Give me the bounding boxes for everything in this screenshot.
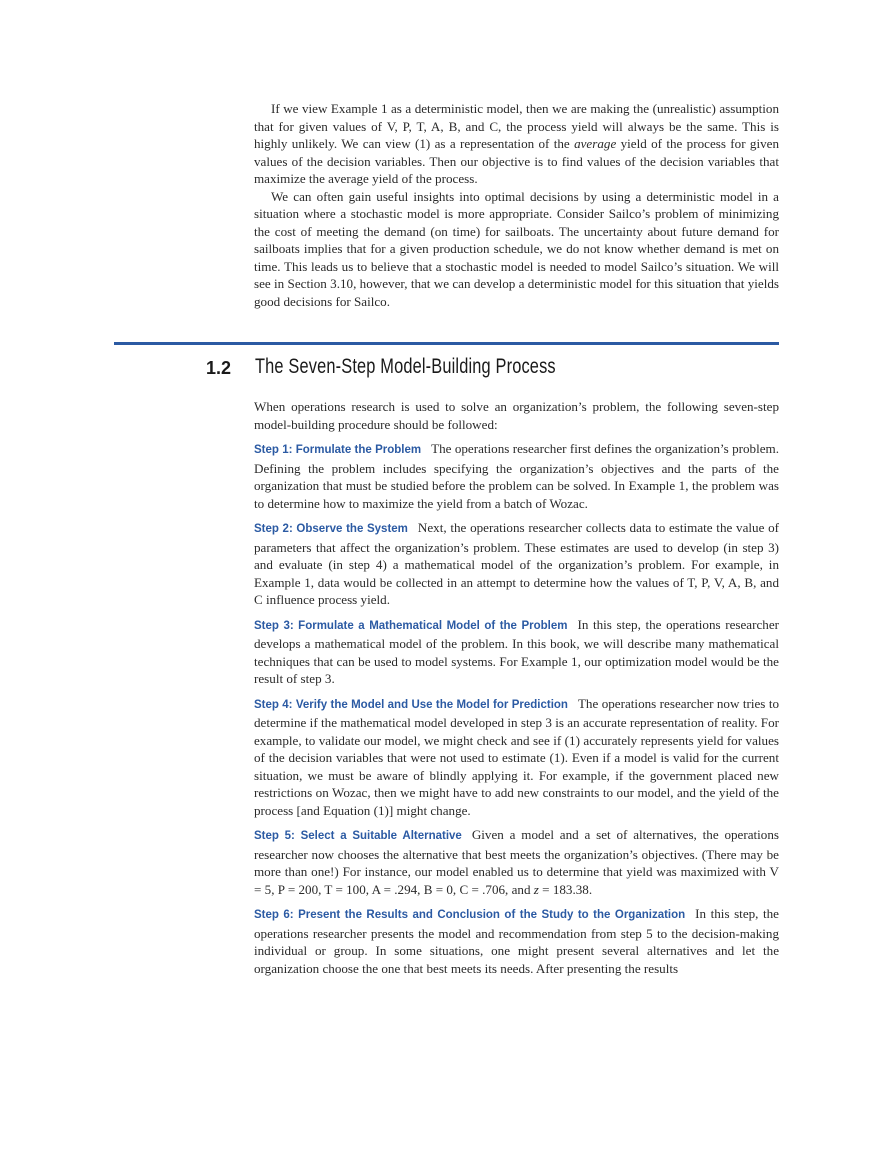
step-4-label: Step 4: Verify the Model and Use the Model for Prediction <box>254 698 568 711</box>
intro-paragraph-1-part-b: yield of the process for given values of the decision variables. Then our objective is to find values of the decision variables that maximize the average yield of the process. <box>254 136 779 186</box>
step-4-text: The operations researcher now tries to determine if the mathematical model developed in step 3 is an accurate representation of reality. For example, to validate our model, we might check and see if (1) accurately represents yield for values of the decision variables that were not used to estimate (1). Even if a model is valid for the current situation, we must be aware of blindly applying it. For example, if the government placed new restrictions on Wozac, then we might have to add new constraints to our model, and the yield of the process [and Equation (1)] might change. <box>254 695 779 818</box>
step-3 <box>254 616 779 688</box>
step-5-text: Given a model and a set of alternatives, the operations researcher now chooses the alternative that best meets the organization’s objectives. (There may be more than one!) For instance, our model enabled us to determine that yield was maximized with V = 5, P = 200, T = 100, A = .294, B = 0, C = .706, and <box>254 827 779 897</box>
step-2-text: Next, the operations researcher collects data to estimate the value of parameters that affect the organization’s problem. These estimates are used to develop (in step 3) and evaluate (in step 4) a mathematical model of the organization’s problem. For example, in Example 1, data would be collected in an attempt to determine how the values of T, P, V, A, B, and C influence process yield. <box>254 520 779 607</box>
step-5-label: Step 5: Select a Suitable Alternative <box>254 830 462 842</box>
intro-text <box>254 100 779 310</box>
step-6-text: In this step, the operations researcher presents the model and recommendation from step 5 to the decision-making individual or group. In some situations, one might present several alternatives and let the organization choose the one that best meets its needs. After presenting the results <box>254 906 779 976</box>
intro-paragraph-2: We can often gain useful insights into optimal decisions by using a deterministic model in a situation where a stochastic model is more appropriate. Consider Sailco’s problem of minimizing the cost of meeting the demand (on time) for sailboats. The uncertainty about future demand for sailboats implies that for a given production schedule, we do not know whether demand is met on time. This leads us to believe that a stochastic model is needed to model Sailco’s situation. We will see in Section 3.10, however, that we can develop a deterministic model for this situation that yields good decisions for Sailco. <box>254 188 779 309</box>
step-6 <box>254 905 779 977</box>
step-3-text: In this step, the operations researcher develops a mathematical model of the problem. In this book, we will describe many mathematical techniques that can be used to model systems. For Example 1, our optimization model would be the result of step 3. <box>254 616 779 686</box>
step-5 <box>254 826 779 898</box>
step-5-variable-z: z <box>533 881 539 897</box>
section-body <box>254 398 779 977</box>
step-1-text: The operations researcher first defines the organization’s problem. Defining the problem includes specifying the organization’s objectives and the parts of the organization that must be studied before the problem can be solved. In Example 1, the problem was to determine how to maximize the yield from a batch of Wozac. <box>254 441 780 511</box>
step-2 <box>254 519 779 609</box>
section-number: 1.2 <box>206 358 232 378</box>
section-title: The Seven-Step Model-Building Process <box>255 355 556 378</box>
intro-paragraph-1 <box>254 100 779 188</box>
intro-emphasis-average: average <box>574 136 617 151</box>
section-divider <box>114 342 779 345</box>
step-1 <box>254 440 779 512</box>
step-5-tail: = 183.38. <box>538 881 593 897</box>
step-6-label: Step 6: Present the Results and Conclusion of the Study to the Organization <box>254 909 686 921</box>
step-3-label: Step 3: Formulate a Mathematical Model of the Problem <box>254 619 568 632</box>
section-lead: When operations research is used to solve an organization’s problem, the following seven-step model-building procedure should be followed: <box>254 399 779 432</box>
step-1-label: Step 1: Formulate the Problem <box>254 444 422 456</box>
step-4 <box>254 695 779 820</box>
step-2-label: Step 2: Observe the System <box>254 523 408 535</box>
intro-paragraph-1-part-a: If we view Example 1 as a deterministic model, then we are making the (unrealistic) assumption that for given values of V, P, T, A, B, and C, the process yield will always be the same. This is highly unlikely. We can view (1) as a representation of the <box>254 101 779 151</box>
